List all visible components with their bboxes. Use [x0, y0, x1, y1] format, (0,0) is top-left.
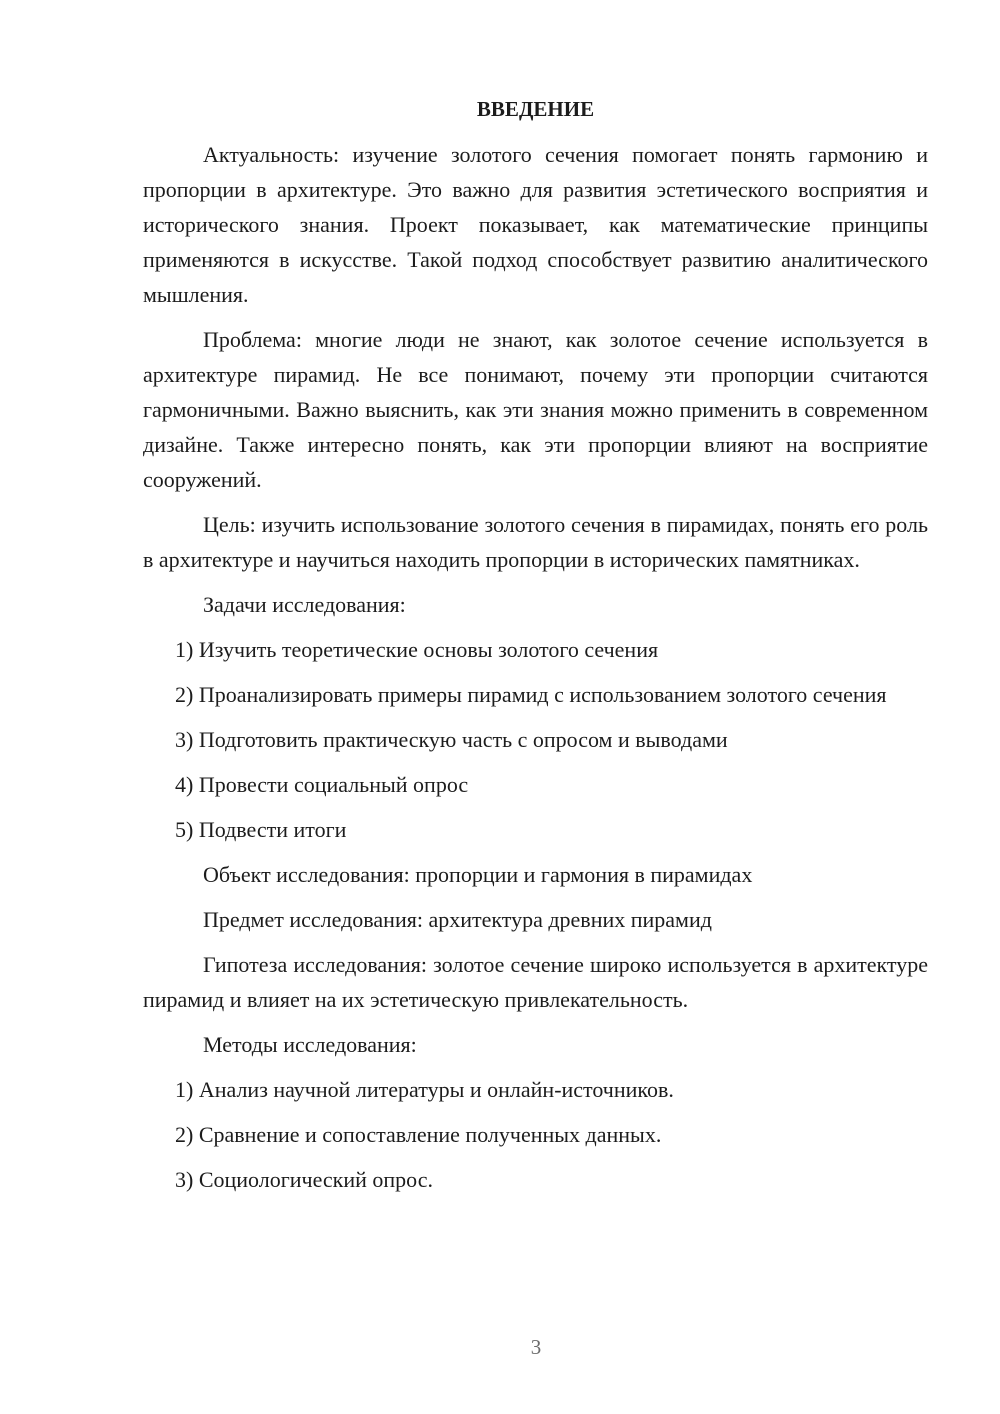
method-item: 2) Сравнение и сопоставление полученных данных. [175, 1122, 662, 1147]
page-number: 3 [530, 1335, 542, 1359]
relevance-paragraph: Актуальность: изучение золотого сечения помогает понять гармонию и пропорции в архитектуре. Это важно для развития эстетического восприятия и исторического знания. Проект показывает, как математические принципы применяются в искусстве. Такой подход способствует развитию аналитического мышления. [143, 142, 928, 307]
subject-line: Предмет исследования: архитектура древних пирамид [203, 907, 712, 932]
document-page [143, 92, 928, 1207]
task-item: 2) Проанализировать примеры пирамид с использованием золотого сечения [175, 682, 887, 707]
methods-heading: Методы исследования: [203, 1032, 417, 1057]
problem-paragraph: Проблема: многие люди не знают, как золотое сечение используется в архитектуре пирамид. Не все понимают, почему эти пропорции считаются гармоничными. Важно выяснить, как эти знания можно применить в современном дизайне. Также интересно понять, как эти пропорции влияют на восприятие сооружений. [143, 327, 928, 492]
method-item: 3) Социологический опрос. [175, 1167, 433, 1192]
task-item: 3) Подготовить практическую часть с опросом и выводами [175, 727, 728, 752]
tasks-heading: Задачи исследования: [203, 592, 406, 617]
section-title: ВВЕДЕНИЕ [476, 97, 595, 121]
task-item: 5) Подвести итоги [175, 817, 347, 842]
hypothesis-paragraph: Гипотеза исследования: золотое сечение широко используется в архитектуре пирамид и влияет на их эстетическую привлекательность. [143, 952, 928, 1012]
method-item: 1) Анализ научной литературы и онлайн-источников. [175, 1077, 674, 1102]
task-item: 4) Провести социальный опрос [175, 772, 469, 797]
task-item: 1) Изучить теоретические основы золотого сечения [175, 637, 659, 662]
goal-paragraph: Цель: изучить использование золотого сечения в пирамидах, понять его роль в архитектуре и научиться находить пропорции в исторических памятниках. [143, 512, 928, 572]
object-line: Объект исследования: пропорции и гармония в пирамидах [203, 862, 753, 887]
